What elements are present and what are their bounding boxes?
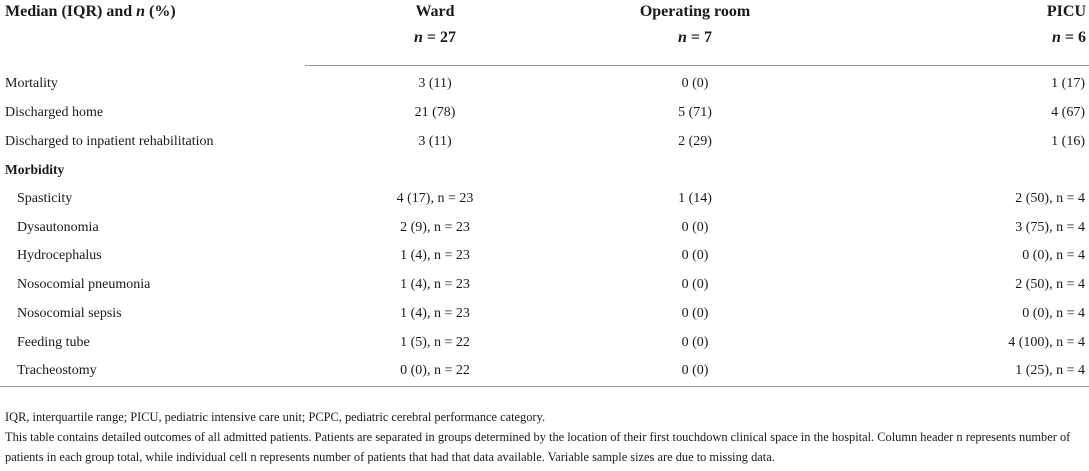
cell-operating-room: 5 (71) — [678, 105, 712, 121]
table-row — [0, 357, 1089, 386]
table-row — [0, 328, 1089, 357]
cell-ward: 1 (4), n = 23 — [400, 277, 470, 293]
cell-operating-room: 0 (0) — [565, 357, 825, 386]
header-label-pct: (%) — [149, 3, 176, 20]
footnote-description: This table contains detailed outcomes of all admitted patients. Patients are separated in groups determined by the location of their first touchdown clinical space in the hospital. Column header n represents number of patients in each group total, while individual cell n represents number of patients that had that data available. Variable sample sizes are due to missing data. — [5, 430, 1071, 464]
cell-ward: 0 (0), n = 22 — [305, 357, 565, 386]
header-operating-room-n: n = 7 — [565, 29, 825, 66]
row-label: Tracheostomy — [0, 357, 305, 386]
cell-picu: 0 (0), n = 4 — [1022, 305, 1085, 321]
cell-ward: 2 (9), n = 23 — [400, 219, 470, 235]
cell-operating-room: 1 (14) — [678, 191, 712, 207]
cell-picu: 1 (25), n = 4 — [825, 357, 1089, 386]
cell-picu: 1 (16) — [1051, 133, 1085, 149]
cell-ward: 1 (5), n = 22 — [400, 334, 470, 350]
table-row — [0, 271, 1089, 300]
header-label-n: n — [136, 3, 146, 20]
row-label: Hydrocephalus — [17, 248, 102, 264]
row-label: Nosocomial sepsis — [17, 305, 122, 321]
header-operating-room: Operating room — [639, 3, 751, 20]
cell-operating-room: 0 (0) — [681, 219, 709, 235]
header-picu: PICU — [1046, 3, 1086, 20]
table-row — [0, 185, 1089, 214]
header-picu-n: n = 6 — [825, 29, 1089, 66]
table-row — [0, 300, 1089, 329]
row-label: Spasticity — [17, 191, 73, 207]
table-row-section — [0, 156, 1089, 185]
cell-picu — [825, 156, 1089, 185]
table-row — [0, 242, 1089, 271]
table-row — [0, 213, 1089, 242]
cell-ward: 3 (11) — [418, 133, 452, 149]
row-label: Nosocomial pneumonia — [17, 277, 151, 293]
header-ward-n: n = 27 — [305, 29, 565, 66]
cell-picu: 2 (50), n = 4 — [1015, 277, 1085, 293]
cell-operating-room — [565, 156, 825, 185]
table-row — [0, 66, 1089, 99]
row-label: Discharged to inpatient rehabilitation — [5, 133, 214, 149]
cell-picu: 2 (50), n = 4 — [1015, 191, 1085, 207]
row-label: Discharged home — [5, 105, 104, 121]
cell-picu: 0 (0), n = 4 — [1022, 248, 1085, 264]
cell-operating-room: 2 (29) — [678, 133, 712, 149]
table-footnotes — [5, 407, 1085, 467]
row-label: Dysautonomia — [17, 219, 99, 235]
cell-operating-room: 0 (0) — [681, 277, 709, 293]
table-row — [0, 127, 1089, 156]
header-ward: Ward — [415, 3, 455, 20]
header-label-text: Median (IQR) and — [5, 3, 133, 20]
cell-picu: 3 (75), n = 4 — [1015, 219, 1085, 235]
cell-operating-room: 0 (0) — [681, 248, 709, 264]
cell-ward — [305, 156, 565, 185]
table-row — [0, 99, 1089, 128]
cell-picu: 4 (100), n = 4 — [1008, 334, 1085, 350]
cell-ward: 1 (4), n = 23 — [400, 305, 470, 321]
cell-operating-room: 0 (0) — [681, 334, 709, 350]
table-header — [0, 0, 1089, 66]
table-body — [0, 66, 1089, 387]
row-label: Mortality — [5, 76, 58, 92]
footnote-abbreviations: IQR, interquartile range; PICU, pediatric intensive care unit; PCPC, pediatric cerebral performance category. — [5, 410, 546, 424]
header-label-column — [0, 0, 305, 66]
cell-operating-room: 0 (0) — [681, 305, 709, 321]
section-label-morbidity: Morbidity — [5, 162, 65, 178]
cell-picu: 4 (67) — [1051, 105, 1085, 121]
cell-ward: 1 (4), n = 23 — [400, 248, 470, 264]
cell-ward: 4 (17), n = 23 — [396, 191, 474, 207]
row-label: Feeding tube — [17, 334, 90, 350]
cell-ward: 3 (11) — [418, 76, 452, 92]
cell-picu: 1 (17) — [1051, 76, 1085, 92]
cell-operating-room: 0 (0) — [681, 76, 709, 92]
cell-ward: 21 (78) — [414, 105, 456, 121]
